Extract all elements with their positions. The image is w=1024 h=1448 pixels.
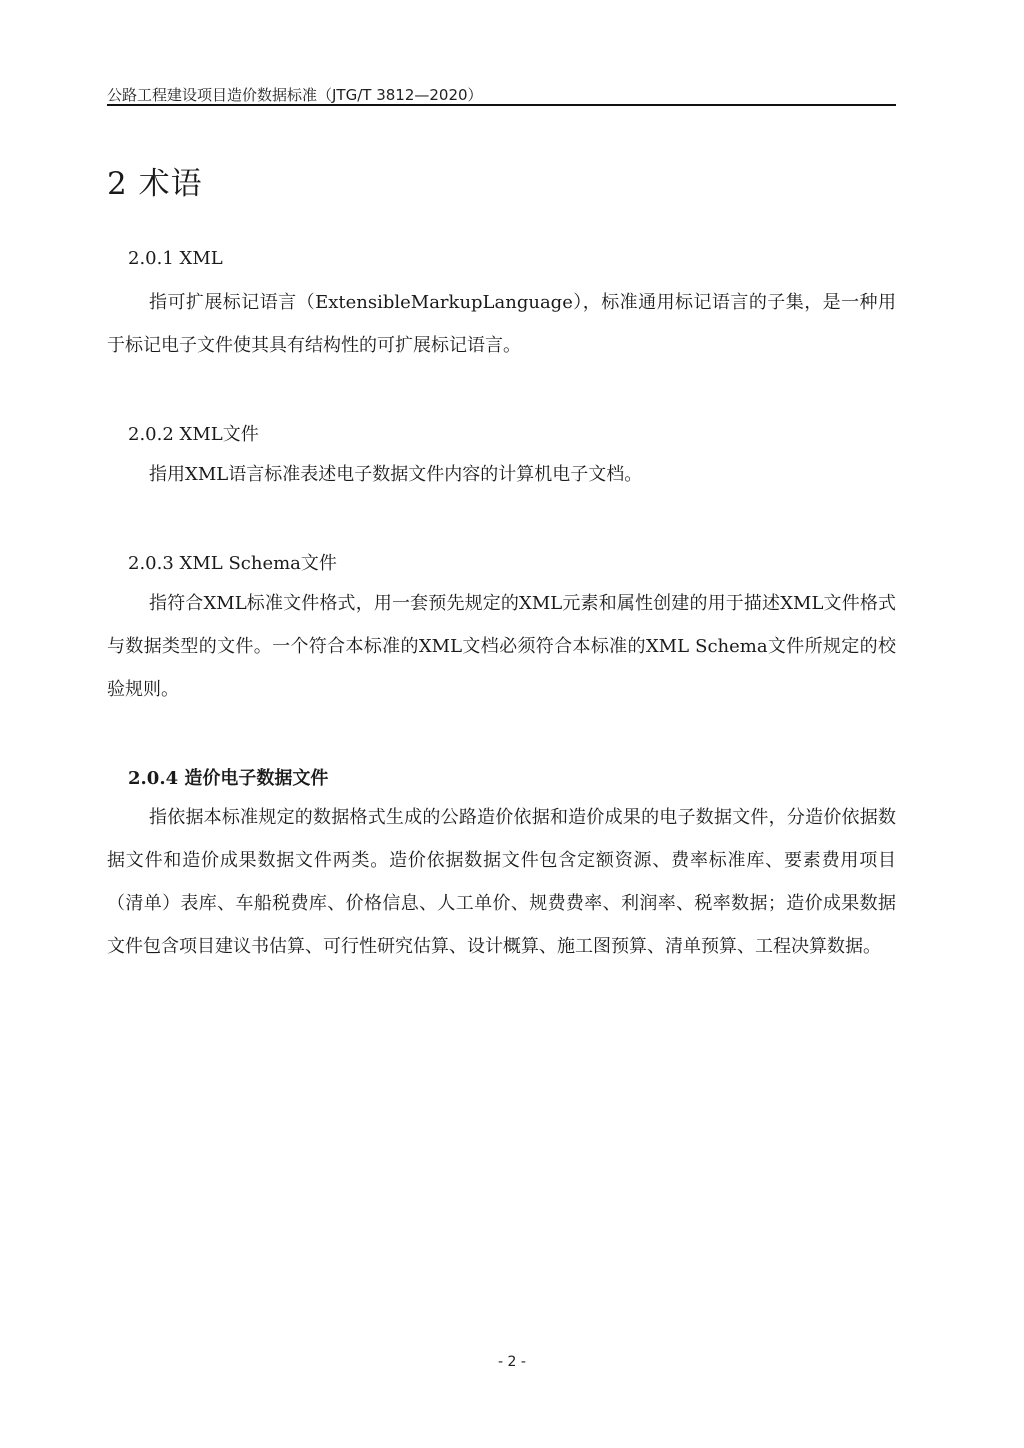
- term-definition-2-0-4: 指依据本标准规定的数据格式生成的公路造价依据和造价成果的电子数据文件，分造价依据数据文件和造价成果数据文件两类。造价依据数据文件包含定额资源、费率标准库、要素费用项目（清单）表库、车船税费库、价格信息、人工单价、规费费率、利润率、税率数据；造价成果数据文件包含项目建议书估算、可行性研究估算、设计概算、施工图预算、清单预算、工程决算数据。: [107, 807, 896, 957]
- term-heading-2-0-1: 2.0.1 XML: [128, 248, 223, 269]
- term-definition-2-0-3: 指符合XML标准文件格式，用一套预先规定的XML元素和属性创建的用于描述XML文件格式与数据类型的文件。一个符合本标准的XML文档必须符合本标准的XML Schema文件所规定的校验规则。: [107, 593, 896, 700]
- term-heading-2-0-4: 2.0.4 造价电子数据文件: [128, 768, 329, 789]
- term-definition-2-0-1: 指可扩展标记语言（ExtensibleMarkupLanguage），标准通用标记语言的子集，是一种用于标记电子文件使其具有结构性的可扩展标记语言。: [107, 292, 896, 356]
- page-number: - 2 -: [498, 1354, 526, 1370]
- term-heading-2-0-3: 2.0.3 XML Schema文件: [128, 553, 337, 574]
- chapter-title: 2 术语: [107, 166, 203, 202]
- term-heading-2-0-2: 2.0.2 XML文件: [128, 424, 259, 445]
- header-rule: [107, 104, 896, 106]
- term-definition-2-0-2: 指用XML语言标准表述电子数据文件内容的计算机电子文档。: [149, 464, 643, 485]
- running-header: 公路工程建设项目造价数据标准（JTG/T 3812—2020）: [107, 86, 483, 104]
